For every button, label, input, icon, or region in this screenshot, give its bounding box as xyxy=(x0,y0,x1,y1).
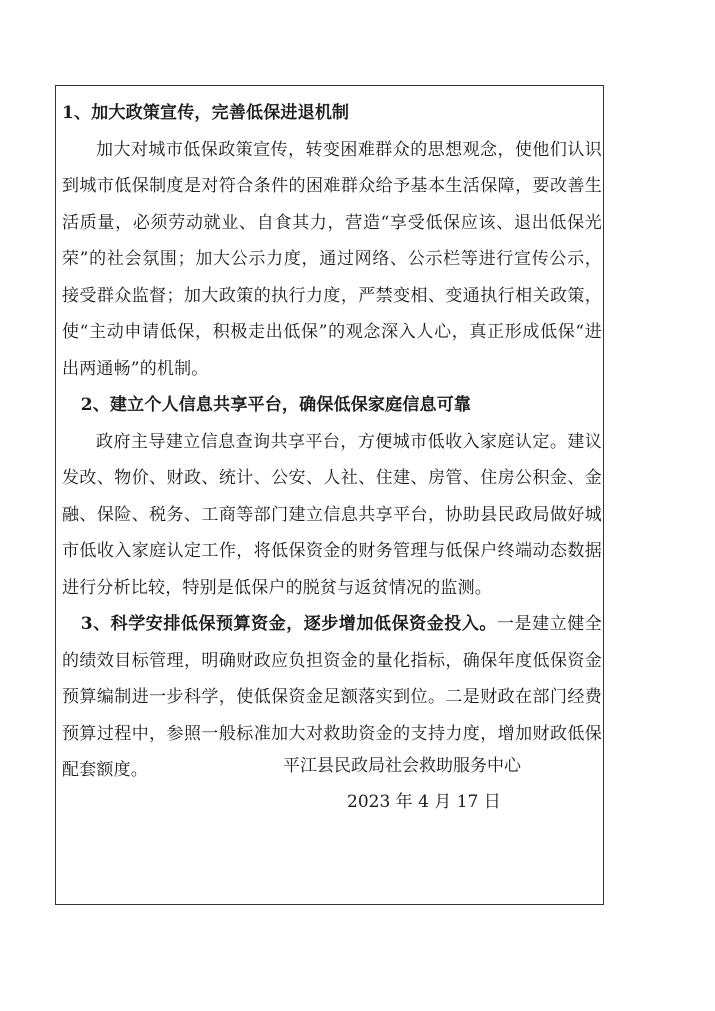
section-3-heading: 3、科学安排低保预算资金，逐步增加低保资金投入。 xyxy=(80,614,497,634)
document-body xyxy=(62,95,602,789)
section-1-body: 加大对城市低保政策宣传，转变困难群众的思想观念，使他们认识到城市低保制度是对符合条件的困难群众给予基本生活保障，要改善生活质量，必须劳动就业、自食其力，营造“享受低保应该、退出低保光荣”的社会氛围；加大公示力度，通过网络、公示栏等进行宣传公示，接受群众监督；加大政策的执行力度，严禁变相、变通执行相关政策，使“主动申请低保，积极走出低保”的观念深入人心，真正形成低保“进出两通畅”的机制。 xyxy=(62,139,602,379)
signature-block xyxy=(283,748,521,820)
section-1-heading: 1、加大政策宣传，完善低保进退机制 xyxy=(62,103,350,123)
signature-organization: 平江县民政局社会救助服务中心 xyxy=(283,756,521,776)
signature-date: 2023 年 4 月 17 日 xyxy=(347,792,501,812)
section-2-heading: 2、建立个人信息共享平台，确保低保家庭信息可靠 xyxy=(80,395,472,415)
section-2-body: 政府主导建立信息查询共享平台，方便城市低收入家庭认定。建议发改、物价、财政、统计、公安、人社、住建、房管、住房公积金、金融、保险、税务、工商等部门建立信息共享平台，协助县民政局做好城市低收入家庭认定工作，将低保资金的财务管理与低保户终端动态数据进行分析比较，特别是低保户的脱贫与返贫情况的监测。 xyxy=(62,431,602,598)
section-3-body: 一是建立健全的绩效目标管理，明确财政应负担资金的量化指标，确保年度低保资金预算编制进一步科学，使低保资金足额落实到位。二是财政在部门经费预算过程中，参照一般标准加大对救助资金的支持力度，增加财政低保配套额度。 xyxy=(62,614,602,780)
